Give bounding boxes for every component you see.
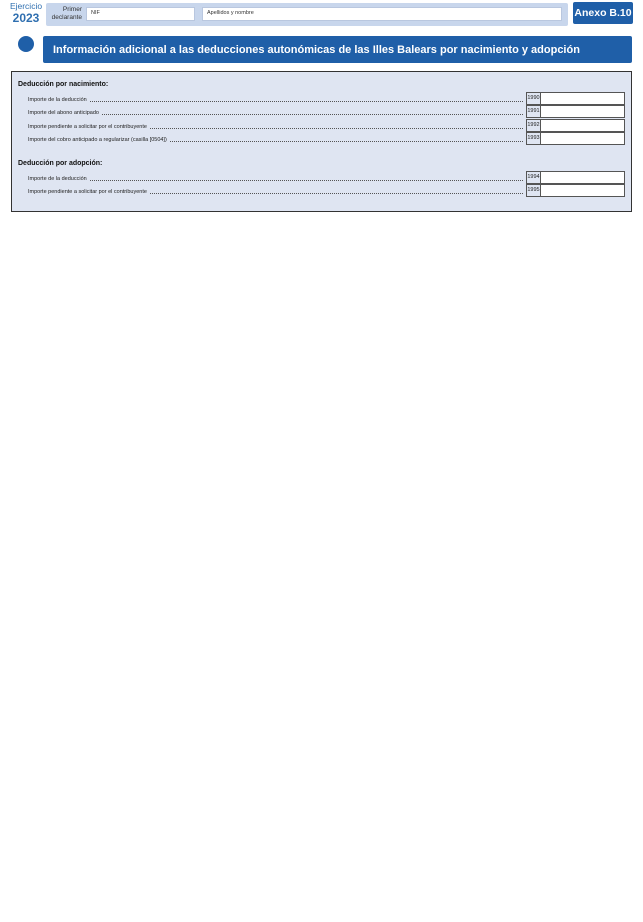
casilla-1990-input[interactable]: [541, 92, 625, 105]
nif-label: NIF: [91, 10, 100, 16]
casilla-1994-input[interactable]: [541, 171, 625, 184]
declarante-label-line1: Primer: [62, 6, 82, 13]
declarante-header: [46, 3, 568, 26]
casilla-number: 1992: [526, 119, 541, 132]
leader-line: [28, 180, 523, 181]
casilla-number: 1994: [526, 171, 541, 184]
declarante-label: [48, 6, 82, 21]
casilla-number: 1995: [526, 184, 541, 197]
row-1995: [28, 184, 625, 197]
section-title: Información adicional a las deducciones autonómicas de las Illes Balears por nacimiento y adopción: [53, 43, 580, 56]
row-label: Importe del abono anticipado: [28, 110, 99, 116]
row-1991: [28, 105, 625, 118]
row-label: Importe pendiente a solicitar por el contribuyente: [28, 189, 147, 195]
section-title-bar: [43, 36, 632, 63]
deducciones-panel: [11, 71, 632, 212]
apellidos-nombre-label: Apellidos y nombre: [207, 10, 254, 16]
row-label: Importe de la deducción: [28, 176, 87, 182]
casilla-number: 1990: [526, 92, 541, 105]
leader-line: [28, 114, 523, 115]
row-label: Importe pendiente a solicitar por el contribuyente: [28, 124, 147, 130]
casilla-1992-input[interactable]: [541, 119, 625, 132]
row-1990: [28, 92, 625, 105]
leader-line: [28, 101, 523, 102]
ejercicio-block: [6, 2, 46, 25]
casilla-1993-input[interactable]: [541, 132, 625, 145]
apellidos-nombre-field[interactable]: [202, 7, 562, 21]
row-1993: [28, 132, 625, 145]
ejercicio-year: 2023: [12, 11, 40, 25]
casilla-number: 1993: [526, 132, 541, 145]
casilla-number: 1991: [526, 105, 541, 118]
ejercicio-label: Ejercicio: [9, 1, 43, 11]
declarante-label-line2: declarante: [51, 13, 82, 21]
nacimiento-heading: Deducción por nacimiento:: [18, 81, 109, 88]
casilla-1995-input[interactable]: [541, 184, 625, 197]
nif-field[interactable]: [86, 7, 195, 21]
section-bullet-icon: [18, 36, 34, 52]
adopcion-heading: Deducción por adopción:: [18, 160, 103, 167]
row-1994: [28, 171, 625, 184]
anexo-badge: Anexo B.10: [573, 2, 633, 24]
row-1992: [28, 119, 625, 132]
row-label: Importe del cobro anticipado a regularizar (casilla [0504]): [28, 137, 167, 143]
row-label: Importe de la deducción: [28, 97, 87, 103]
casilla-1991-input[interactable]: [541, 105, 625, 118]
